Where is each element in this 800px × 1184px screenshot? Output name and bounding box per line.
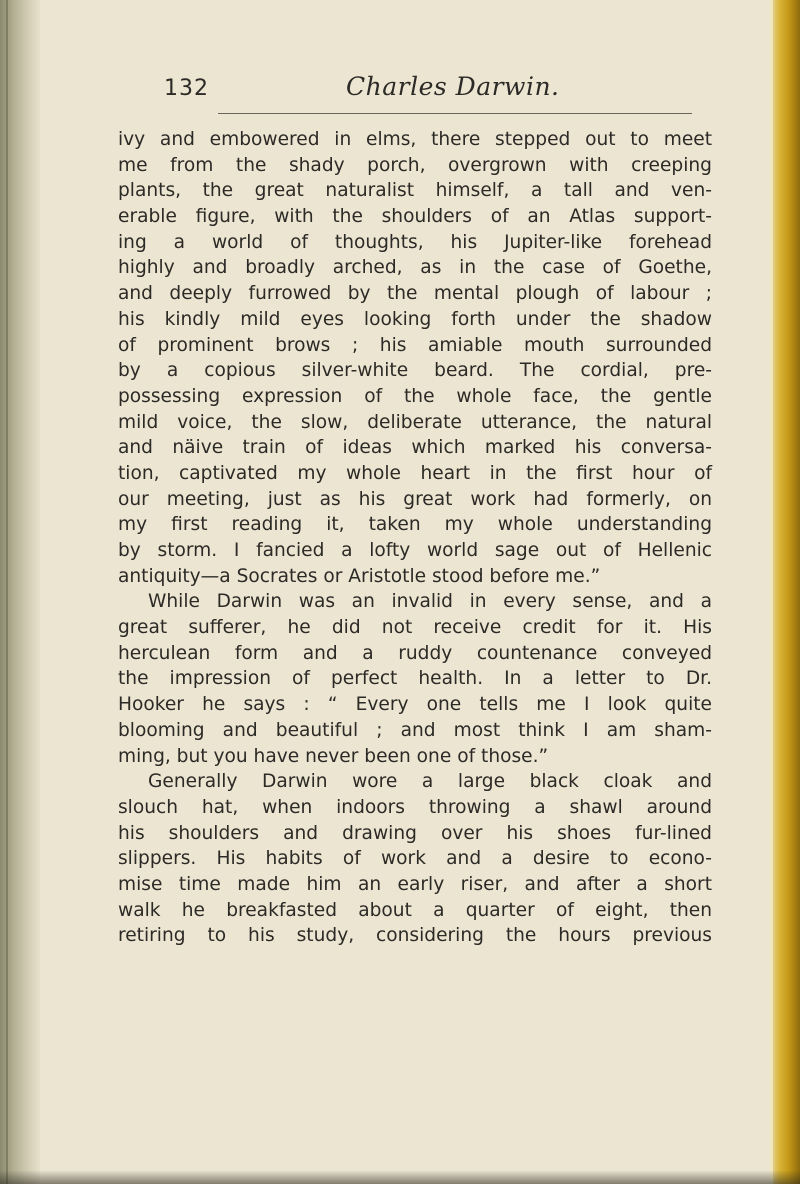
text-line: retiring to his study, considering the hours previous [118,925,712,947]
text-line: me from the shady porch, overgrown with creeping [118,154,712,176]
page-number: 132 [164,76,209,101]
book-page [118,64,712,949]
text-line: great sufferer, he did not receive credit for it. His [118,617,712,639]
text-line: possessing expression of the whole face, the gentle [118,385,712,407]
bottom-shadow [0,1170,800,1184]
text-line: Generally Darwin wore a large black cloak and [148,771,712,793]
text-line: ing a world of thoughts, his Jupiter-like forehead [118,231,712,253]
text-line: highly and broadly arched, as in the case of Goethe, [118,257,712,279]
text-line: blooming and beautiful ; and most think I am sham- [118,719,712,741]
text-line: ivy and embowered in elms, there stepped out to meet [118,129,712,150]
text-line: mise time made him an early riser, and after a short [118,873,712,895]
text-line: plants, the great naturalist himself, a tall and ven- [118,180,712,202]
text-line: antiquity—a Socrates or Aristotle stood before me.” [118,565,601,587]
text-line: slouch hat, when indoors throwing a shawl around [118,796,712,818]
text-line: his shoulders and drawing over his shoes fur-lined [118,822,712,844]
header-rule [218,113,692,114]
text-line: herculean form and a ruddy countenance conveyed [118,642,712,664]
text-line: While Darwin was an invalid in every sense, and a [148,591,712,613]
text-line: tion, captivated my whole heart in the first hour of [118,462,712,484]
text-line: mild voice, the slow, deliberate utterance, the natural [118,411,712,433]
book-gutter [0,0,40,1184]
text-line: his kindly mild eyes looking forth under the shadow [118,308,712,330]
running-head [118,64,712,114]
running-title: Charles Darwin. [346,72,560,101]
text-line: erable figure, with the shoulders of an Atlas support- [118,206,712,228]
text-line: and näive train of ideas which marked his conversa- [118,437,712,459]
text-line: walk he breakfasted about a quarter of eight, then [118,899,712,921]
text-line: our meeting, just as his great work had formerly, on [118,488,712,510]
text-line: of prominent brows ; his amiable mouth surrounded [118,334,712,356]
text-line: by a copious silver-white beard. The cordial, pre- [118,360,712,382]
text-line: the impression of perfect health. In a letter to Dr. [118,668,712,690]
page-edge [770,0,800,1184]
text-line: and deeply furrowed by the mental plough of labour ; [118,283,712,305]
text-line: by storm. I fancied a lofty world sage out of Hellenic [118,540,712,561]
text-line: ming, but you have never been one of those.” [118,745,549,767]
text-line: my first reading it, taken my whole understanding [118,514,712,536]
text-line: Hooker he says : “ Every one tells me I look quite [118,694,712,716]
body-text [118,127,712,949]
text-line: slippers. His habits of work and a desire to econo- [118,848,712,870]
